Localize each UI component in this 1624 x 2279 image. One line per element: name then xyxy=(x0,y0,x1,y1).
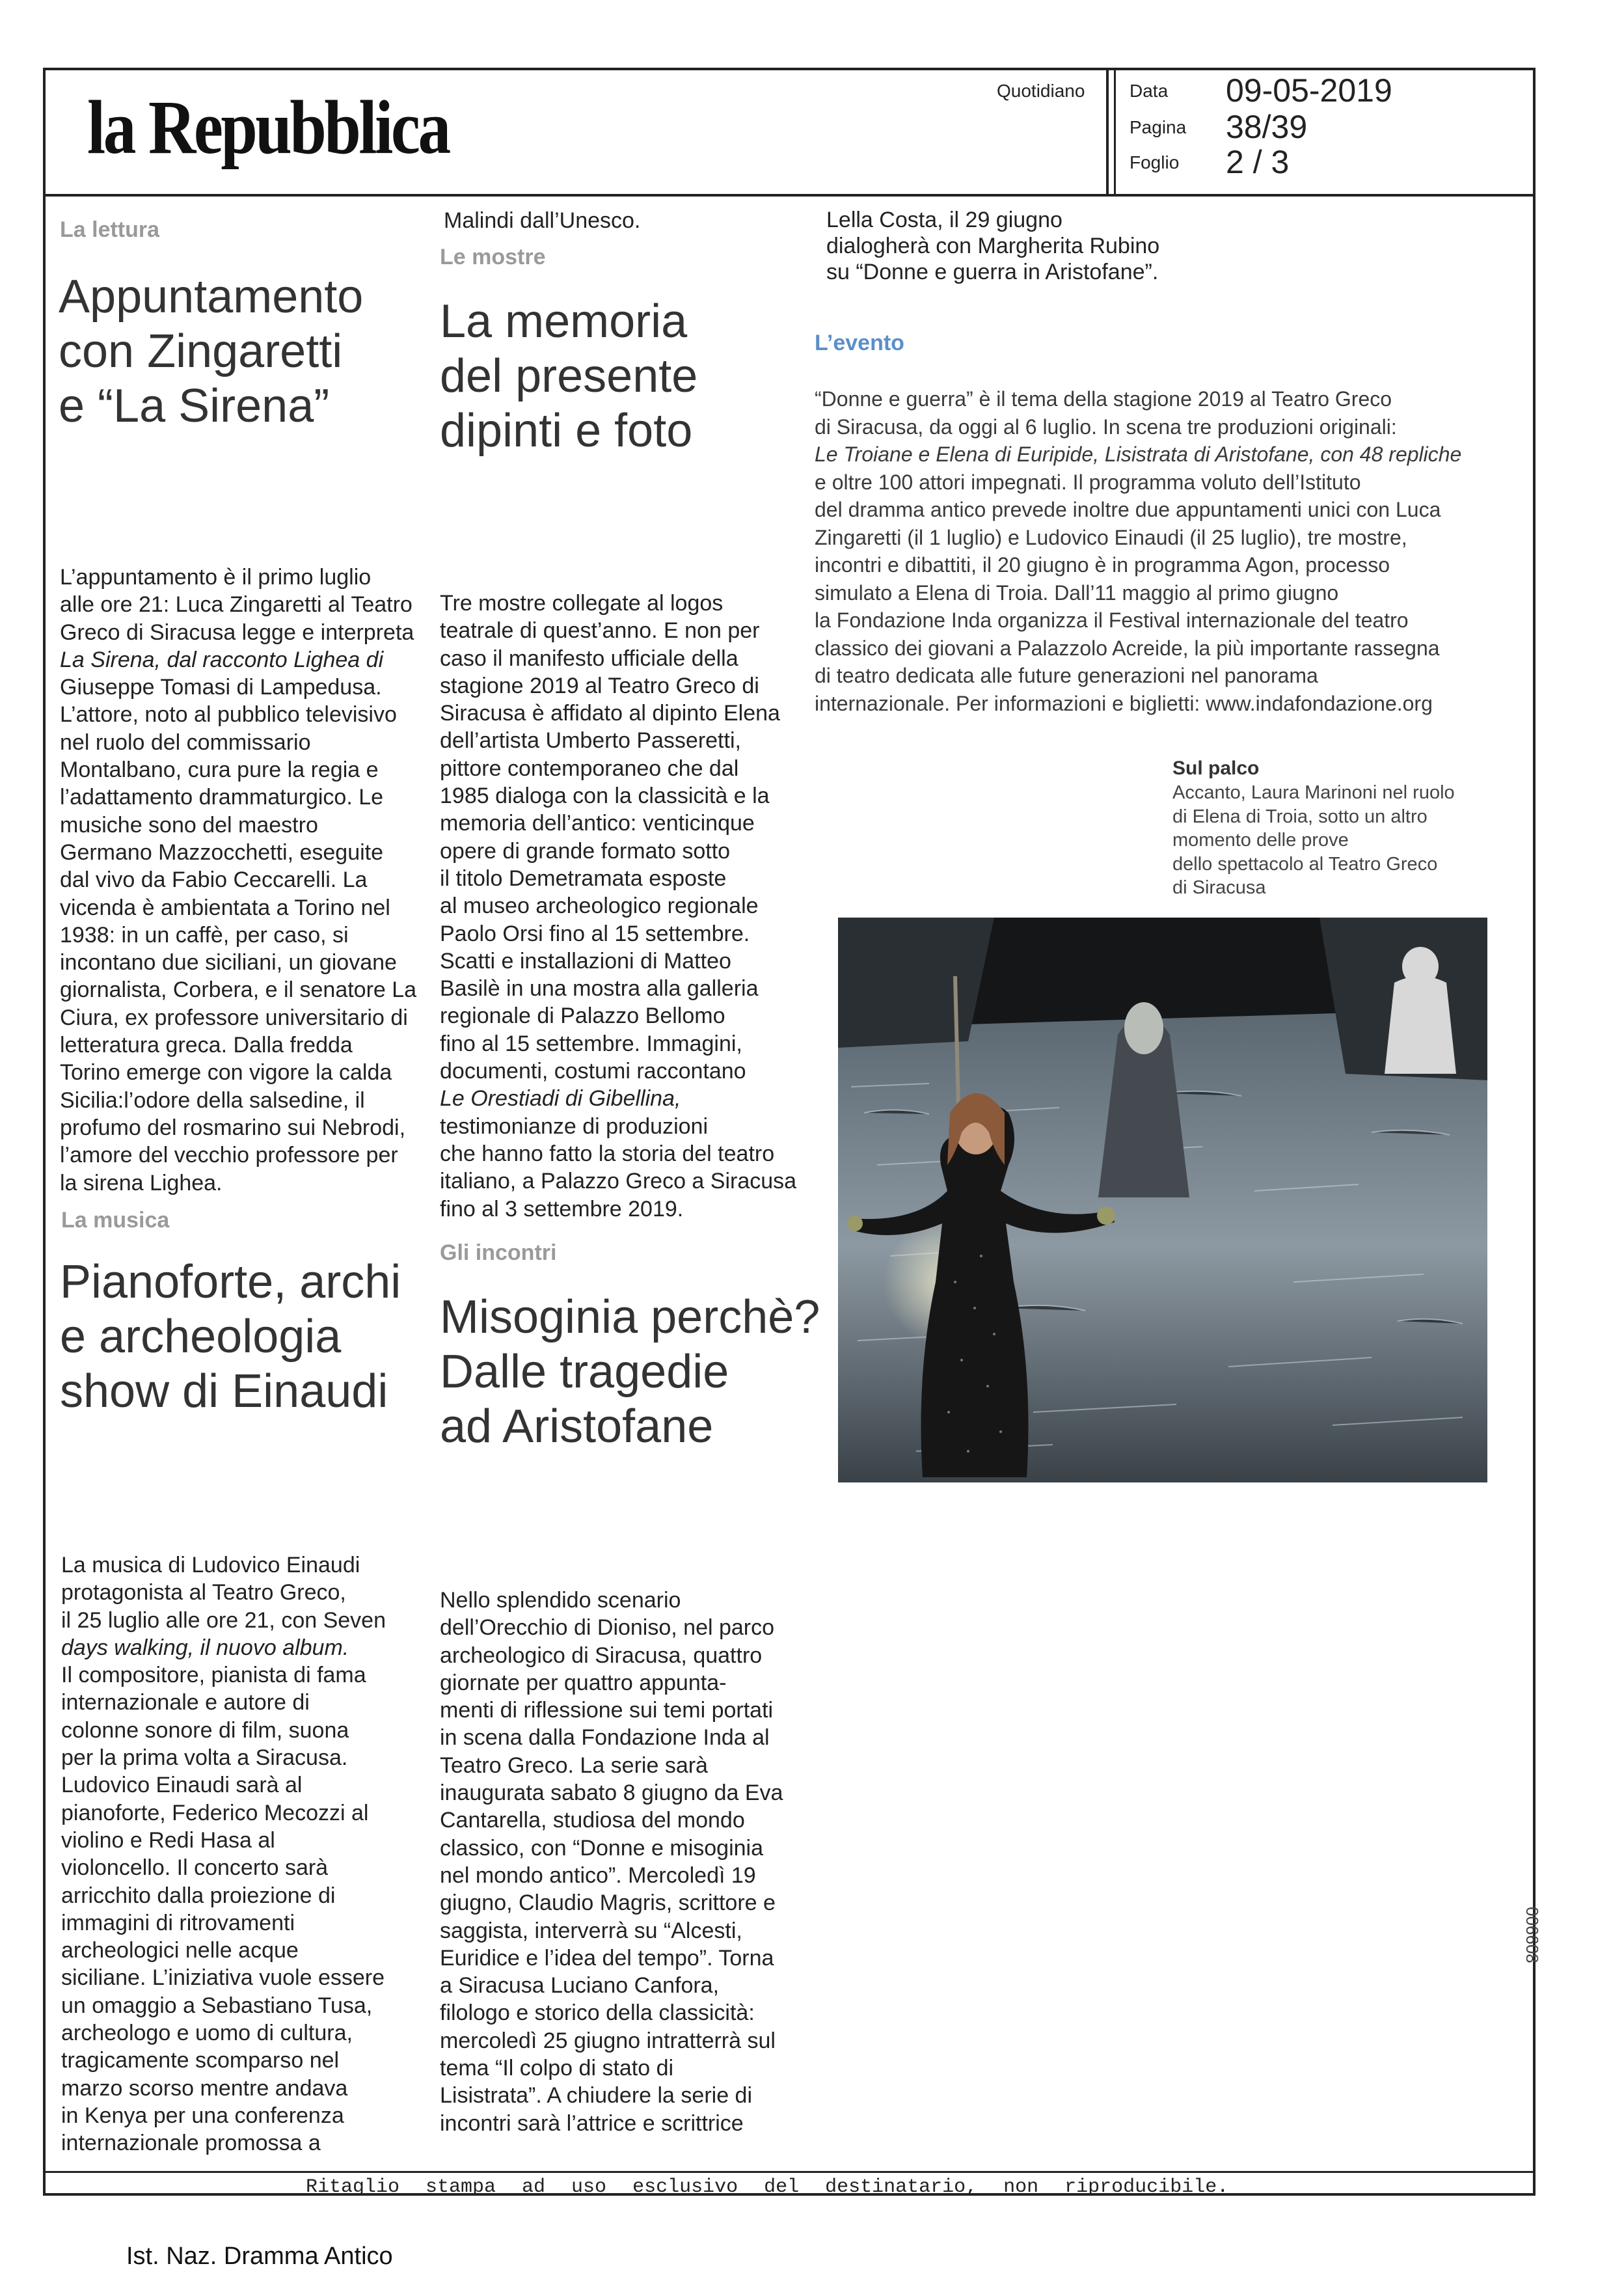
date-label: Data xyxy=(1130,81,1169,101)
carry-over-lella xyxy=(826,207,1159,285)
text-line: al museo archeologico regionale xyxy=(440,894,759,919)
text-line: e oltre 100 attori impegnati. Il programma voluto dell’Istituto xyxy=(815,470,1361,494)
text-line: classico, con “Donne e misoginia xyxy=(440,1835,764,1861)
text-line: incontri sarà l’attrice e scrittrice xyxy=(440,2110,744,2136)
text-line: nel mondo antico”. Mercoledì 19 xyxy=(440,1863,756,1888)
text-line: stagione 2019 al Teatro Greco di xyxy=(440,673,759,698)
headline-line: Pianoforte, archi xyxy=(60,1256,401,1308)
text-line: caso il manifesto ufficiale della xyxy=(440,646,738,671)
headline-einaudi xyxy=(60,1255,401,1419)
text-line: in Kenya per una conferenza xyxy=(61,2103,344,2128)
text-line: la sirena Lighea. xyxy=(60,1170,223,1195)
text-line: Montalbano, cura pure la regia e xyxy=(60,757,379,783)
text-line: Lisistrata”. A chiudere la serie di xyxy=(440,2083,753,2108)
text-line: italiano, a Palazzo Greco a Siracusa xyxy=(440,1169,797,1194)
document-code: 006608 xyxy=(1522,1907,1542,1963)
text-line: del dramma antico prevede inoltre due appuntamenti unici con Luca xyxy=(815,498,1441,521)
text-line: teatrale di quest’anno. E non per xyxy=(440,618,760,644)
text-line: vicenda è ambientata a Torino nel xyxy=(60,895,390,920)
text-line: classico dei giovani a Palazzolo Acreide, la più importante rassegna xyxy=(815,636,1440,660)
text-line: Paolo Orsi fino al 15 settembre. xyxy=(440,921,750,946)
headline-line: show di Einaudi xyxy=(60,1365,388,1417)
text-line: Le Orestiadi di Gibellina, xyxy=(440,1086,681,1112)
text-line: dell’artista Umberto Passeretti, xyxy=(440,728,741,754)
text-line: il 25 luglio alle ore 21, con Seven xyxy=(61,1607,386,1633)
text-line: su “Donne e guerra in Aristofane”. xyxy=(826,260,1159,284)
text-line: Ludovico Einaudi sarà al xyxy=(61,1773,303,1798)
sheet-value: 2 / 3 xyxy=(1226,144,1290,180)
text-line: regionale di Palazzo Bellomo xyxy=(440,1003,725,1029)
text-line: colonne sonore di film, suona xyxy=(61,1717,349,1743)
text-line: simulato a Elena di Troia. Dall’11 maggio al primo giugno xyxy=(815,580,1339,605)
text-line: menti di riflessione sui temi portati xyxy=(440,1698,774,1723)
text-line: Euridice e l’idea del tempo”. Torna xyxy=(440,1945,774,1971)
text-line: Accanto, Laura Marinoni nel ruolo xyxy=(1172,782,1455,803)
text-line: a Siracusa Luciano Canfora, xyxy=(440,1973,720,1999)
text-line: dello spettacolo al Teatro Greco xyxy=(1172,853,1438,875)
photo-caption xyxy=(1172,781,1455,900)
headline-mostre xyxy=(440,294,697,458)
text-line: violino e Redi Hasa al xyxy=(61,1827,275,1853)
text-line: Ciura, ex professore universitario di xyxy=(60,1005,408,1030)
text-line: internazionale promossa a xyxy=(61,2131,321,2156)
caption-title: Sul palco xyxy=(1172,757,1260,779)
text-line: L’attore, noto al pubblico televisivo xyxy=(60,702,397,728)
text-line: di teatro dedicata alle future generazioni nel panorama xyxy=(815,664,1318,687)
text-line: l’amore del vecchio professore per xyxy=(60,1143,398,1168)
text-line: Lella Costa, il 29 giugno xyxy=(826,208,1062,232)
text-line: il titolo Demetramata esposte xyxy=(440,866,727,891)
text-line: in scena dalla Fondazione Inda al xyxy=(440,1725,770,1751)
article-incontri xyxy=(440,1587,783,2137)
text-line: dal vivo da Fabio Ceccarelli. La xyxy=(60,867,368,893)
text-line: archeologici nelle acque xyxy=(61,1938,299,1963)
section-kicker-evento: L’evento xyxy=(815,331,904,355)
footer-divider xyxy=(43,2171,1536,2173)
text-line: days walking, il nuovo album. xyxy=(61,1635,349,1660)
text-line: tema “Il colpo di stato di xyxy=(440,2056,674,2081)
text-line: internazionale. Per informazioni e biglietti: www.indafondazione.org xyxy=(815,691,1433,715)
article-einaudi xyxy=(61,1551,386,2157)
text-line: immagini di ritrovamenti xyxy=(61,1910,295,1935)
text-line: L’appuntamento è il primo luglio xyxy=(60,565,372,590)
text-line: tragicamente scomparso nel xyxy=(61,2048,340,2073)
headline-line: Appuntamento xyxy=(59,271,364,323)
text-line: opere di grande formato sotto xyxy=(440,838,731,864)
text-line: Sicilia:l’odore della salsedine, il xyxy=(60,1087,365,1113)
text-line: nel ruolo del commissario xyxy=(60,730,311,755)
clipping-notice: Ritaglio stampa ad uso esclusivo del destinatario, non riproducibile. xyxy=(306,2176,1229,2198)
text-line: dell’Orecchio di Dioniso, nel parco xyxy=(440,1615,775,1641)
text-line: pittore contemporaneo che dal xyxy=(440,756,739,781)
newspaper-logo: la Repubblica xyxy=(87,85,449,170)
text-line: marzo scorso mentre andava xyxy=(61,2075,348,2101)
headline-line: con Zingaretti xyxy=(59,325,343,377)
text-line: “Donne e guerra” è il tema della stagione 2019 al Teatro Greco xyxy=(815,387,1392,411)
text-line: giornate per quattro appunta- xyxy=(440,1670,727,1695)
text-line: mercoledì 25 giugno intratterrà sul xyxy=(440,2028,776,2053)
text-line: Greco di Siracusa legge e interpreta xyxy=(60,620,414,645)
headline-incontri xyxy=(440,1290,820,1454)
article-zingaretti xyxy=(60,564,416,1197)
event-box xyxy=(815,385,1461,717)
section-kicker-lettura: La lettura xyxy=(60,217,160,242)
text-line: archeologo e uomo di cultura, xyxy=(61,2021,353,2046)
text-line: la Fondazione Inda organizza il Festival internazionale del teatro xyxy=(815,608,1409,632)
text-line: di Elena di Troia, sotto un altro xyxy=(1172,806,1428,827)
text-line: Scatti e installazioni di Matteo xyxy=(440,948,731,974)
text-line: momento delle prove xyxy=(1172,830,1349,851)
text-line: per la prima volta a Siracusa. xyxy=(61,1745,348,1771)
text-line: musiche sono del maestro xyxy=(60,812,318,838)
section-kicker-incontri: Gli incontri xyxy=(440,1240,557,1265)
article-mostre xyxy=(440,590,796,1223)
text-line: fino al 3 settembre 2019. xyxy=(440,1196,684,1221)
headline-line: del presente xyxy=(440,350,698,402)
headline-line: Misoginia perchè? xyxy=(440,1291,820,1343)
text-line: La musica di Ludovico Einaudi xyxy=(61,1553,360,1577)
text-line: alle ore 21: Luca Zingaretti al Teatro xyxy=(60,592,413,618)
publication-type: Quotidiano xyxy=(997,81,1085,101)
text-line: siciliane. L’iniziativa vuole essere xyxy=(61,1965,385,1991)
text-line: giornalista, Corbera, e il senatore La xyxy=(60,977,417,1003)
text-line: archeologico di Siracusa, quattro xyxy=(440,1643,763,1668)
section-kicker-mostre: Le mostre xyxy=(440,245,546,269)
headline-line: ad Aristofane xyxy=(440,1400,714,1453)
text-line: giugno, Claudio Magris, scrittore e xyxy=(440,1890,776,1916)
stage-photo-illustration xyxy=(838,918,1487,1482)
headline-zingaretti xyxy=(59,269,363,433)
text-line: un omaggio a Sebastiano Tusa, xyxy=(61,1993,373,2018)
text-line: Torino emerge con vigore la calda xyxy=(60,1060,392,1085)
headline-line: dipinti e foto xyxy=(440,405,693,457)
section-kicker-musica: La musica xyxy=(61,1208,170,1233)
meta-box-border-inner xyxy=(1114,68,1116,197)
text-line: letteratura greca. Dalla fredda xyxy=(60,1033,353,1058)
text-line: inaugurata sabato 8 giugno da Eva xyxy=(440,1781,783,1806)
text-line: di Siracusa xyxy=(1172,877,1266,898)
text-line: Basilè in una mostra alla galleria xyxy=(440,976,759,1002)
text-line: Giuseppe Tomasi di Lampedusa. xyxy=(60,675,382,700)
organization-name: Ist. Naz. Dramma Antico xyxy=(126,2243,393,2270)
text-line: arricchito dalla proiezione di xyxy=(61,1883,336,1908)
page-label: Pagina xyxy=(1130,117,1187,137)
text-line: documenti, costumi raccontano xyxy=(440,1059,746,1084)
text-line: Siracusa è affidato al dipinto Elena xyxy=(440,701,780,726)
text-line: l’adattamento drammaturgico. Le xyxy=(60,785,384,810)
text-line: profumo del rosmarino sui Nebrodi, xyxy=(60,1115,406,1140)
text-line: memoria dell’antico: venticinque xyxy=(440,811,755,836)
text-line: Teatro Greco. La serie sarà xyxy=(440,1753,708,1778)
text-line: La Sirena, dal racconto Lighea di xyxy=(60,647,384,672)
headline-line: La memoria xyxy=(440,295,688,348)
headline-line: Dalle tragedie xyxy=(440,1346,729,1398)
text-line: saggista, interverrà su “Alcesti, xyxy=(440,1918,742,1943)
text-line: 1938: in un caffè, per caso, si xyxy=(60,922,349,948)
text-line: Germano Mazzocchetti, eseguite xyxy=(60,839,384,865)
text-line: 1985 dialoga con la classicità e la xyxy=(440,784,770,809)
text-line: Zingaretti (il 1 luglio) e Ludovico Einaudi (il 25 luglio), tre mostre, xyxy=(815,525,1407,549)
text-line: violoncello. Il concerto sarà xyxy=(61,1855,329,1881)
date-value: 09-05-2019 xyxy=(1226,72,1392,109)
text-line: Nello splendido scenario xyxy=(440,1588,681,1613)
stage-photo xyxy=(838,918,1487,1482)
headline-line: e “La Sirena” xyxy=(59,380,330,432)
text-line: internazionale e autore di xyxy=(61,1690,310,1715)
text-line: Le Troiane e Elena di Euripide, Lisistrata di Aristofane, con 48 repliche xyxy=(815,443,1462,466)
text-line: Cantarella, studiosa del mondo xyxy=(440,1808,745,1833)
headline-line: e archeologia xyxy=(60,1311,342,1363)
text-line: Il compositore, pianista di fama xyxy=(61,1663,366,1688)
sheet-label: Foglio xyxy=(1130,152,1180,172)
text-line: incontri e dibattiti, il 20 giugno è in programma Agon, processo xyxy=(815,553,1390,577)
text-line: dialogherà con Margherita Rubino xyxy=(826,234,1160,258)
text-line: che hanno fatto la storia del teatro xyxy=(440,1141,775,1166)
text-line: testimonianze di produzioni xyxy=(440,1113,709,1139)
text-line: filologo e storico della classicità: xyxy=(440,2000,755,2026)
text-line: di Siracusa, da oggi al 6 luglio. In scena tre produzioni originali: xyxy=(815,415,1397,439)
page-value: 38/39 xyxy=(1226,109,1308,145)
text-line: protagonista al Teatro Greco, xyxy=(61,1580,346,1605)
carry-over-text: Malindi dall’Unesco. xyxy=(444,208,641,233)
text-line: pianoforte, Federico Mecozzi al xyxy=(61,1800,369,1825)
text-line: incontano due siciliani, un giovane xyxy=(60,950,397,976)
text-line: fino al 15 settembre. Immagini, xyxy=(440,1031,742,1056)
text-line: Tre mostre collegate al logos xyxy=(440,591,724,616)
